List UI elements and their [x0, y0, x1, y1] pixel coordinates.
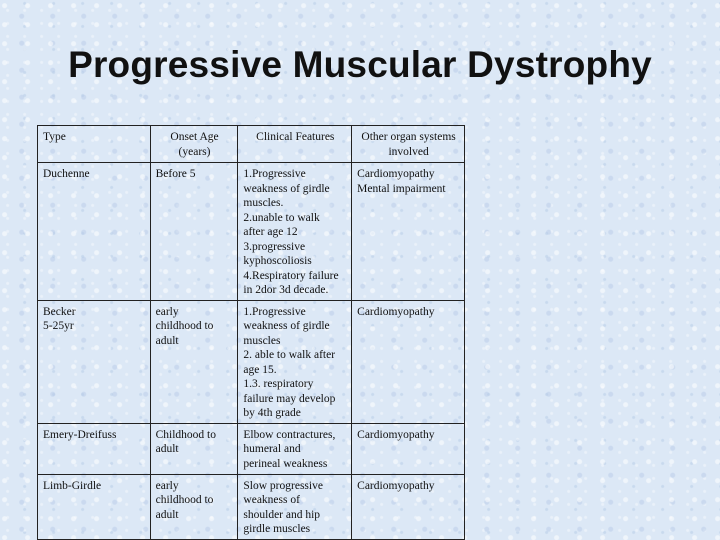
cell-clinical: Elbow contractures, humeral and perineal weakness: [238, 423, 352, 474]
cell-onset: Childhood to adult: [150, 423, 238, 474]
header-other-organ-systems: Other organ systems involved: [352, 126, 465, 163]
cell-onset: early childhood to adult: [150, 474, 238, 539]
header-clinical-features: Clinical Features: [238, 126, 352, 163]
cell-onset: Before 5: [150, 163, 238, 301]
table-row: [38, 474, 465, 539]
table-row: [38, 300, 465, 423]
cell-other: Cardiomyopathy: [352, 423, 465, 474]
cell-other: Cardiomyopathy Mental impairment: [352, 163, 465, 301]
header-onset-age: Onset Age (years): [150, 126, 238, 163]
cell-clinical: 1.Progressive weakness of girdle muscles. 2.unable to walk after age 12 3.progressive kyphoscoliosis 4.Respiratory failure in 2dor 3d decade.: [238, 163, 352, 301]
cell-type: Becker 5-25yr: [38, 300, 151, 423]
cell-clinical: 1.Progressive weakness of girdle muscles 2. able to walk after age 15. 1.3. respiratory failure may develop by 4th grade: [238, 300, 352, 423]
cell-other: Cardiomyopathy: [352, 300, 465, 423]
slide-title: Progressive Muscular Dystrophy: [68, 44, 652, 85]
table-header-row: [38, 126, 465, 163]
dystrophy-table: [37, 125, 465, 540]
header-type: Type: [38, 126, 151, 163]
cell-other: Cardiomyopathy: [352, 474, 465, 539]
cell-onset: early childhood to adult: [150, 300, 238, 423]
table-row: [38, 163, 465, 301]
cell-type: Duchenne: [38, 163, 151, 301]
cell-type: Emery-Dreifuss: [38, 423, 151, 474]
table-row: [38, 423, 465, 474]
cell-type: Limb-Girdle: [38, 474, 151, 539]
cell-clinical: Slow progressive weakness of shoulder and hip girdle muscles: [238, 474, 352, 539]
